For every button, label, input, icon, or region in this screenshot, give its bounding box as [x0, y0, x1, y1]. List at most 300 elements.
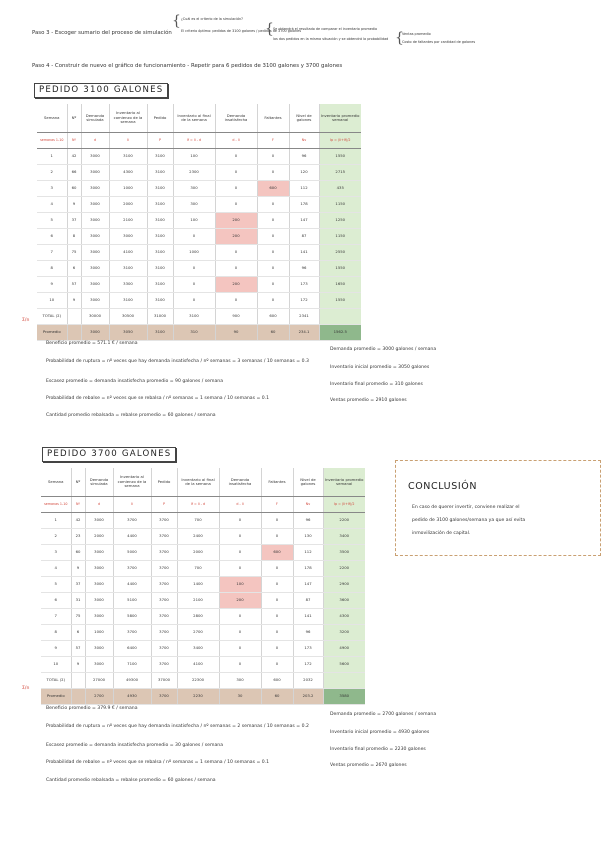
table-row-cell: 0: [219, 529, 261, 545]
brace1-item-2: El criterio óptimo: pedidos de 3100 galones / pedidos de 3700 galones: [181, 29, 302, 33]
stat-inv-inicial-3100: Inventario inicial promedio = 3050 galones: [330, 365, 430, 370]
brace3-item-2: Costo de faltantes por cantidad de galones: [402, 40, 476, 44]
table-row-cell: 37: [67, 213, 81, 229]
table-row-cell: 1400: [177, 577, 219, 593]
table-row-cell: 3000: [81, 293, 109, 309]
table-row-cell: 0: [215, 165, 257, 181]
formula-row: [37, 133, 361, 149]
average-row-cell: 2230: [177, 689, 219, 705]
table-row-cell: 200: [215, 229, 257, 245]
average-row-cell: 30: [219, 689, 261, 705]
stat-beneficio-3700: Beneficio promedio = 379.9 € / semana: [46, 706, 138, 711]
formula-row-cell: Nv: [293, 497, 323, 513]
table-row-cell: 66: [67, 165, 81, 181]
total-row-cell: [67, 309, 81, 325]
table-row-cell: 3000: [81, 261, 109, 277]
table-row-cell: 0: [215, 293, 257, 309]
column-header-cell: Faltantes: [261, 468, 293, 497]
table-row: [41, 577, 365, 593]
column-header-cell: Pedido: [151, 468, 177, 497]
table-row-cell: 4300: [109, 165, 147, 181]
table-row-cell: 3700: [151, 513, 177, 529]
table-row-cell: 7100: [113, 657, 151, 673]
column-header: [37, 104, 361, 133]
table-row-cell: 9: [67, 293, 81, 309]
table-row-cell: 178: [289, 197, 319, 213]
formula-row-cell: If = Ii - d: [177, 497, 219, 513]
table-row-cell: 37: [71, 577, 85, 593]
table-row-cell: 42: [71, 513, 85, 529]
table-row-cell: 3500: [323, 545, 365, 561]
table-row-cell: 5600: [323, 657, 365, 673]
total-row-cell: TOTAL (Σ): [41, 673, 71, 689]
total-row-cell: 30000: [81, 309, 109, 325]
table-row-cell: 1650: [319, 277, 361, 293]
table-row-cell: 9: [41, 641, 71, 657]
table-row-cell: 57: [67, 277, 81, 293]
table-row-cell: 3100: [147, 245, 173, 261]
stat-inv-final-3100: Inventario final promedio = 310 galones: [330, 382, 423, 387]
table-row: [37, 245, 361, 261]
table-row-cell: 1550: [319, 261, 361, 277]
table-row-cell: 96: [289, 261, 319, 277]
table-row-cell: 2000: [109, 197, 147, 213]
conclusion-line-1: En caso de querer invertir, conviene realizar el: [412, 505, 520, 510]
table-row-cell: 3: [41, 545, 71, 561]
table-row-cell: 4900: [323, 641, 365, 657]
table-row-cell: 3000: [85, 561, 113, 577]
table-row-cell: 3000: [85, 513, 113, 529]
formula-row-cell: semanas 1-10: [37, 133, 67, 149]
margin-mark-2: Σ/n: [22, 686, 30, 691]
table-row-cell: 96: [293, 625, 323, 641]
average-row-cell: 310: [173, 325, 215, 341]
column-header-cell: Nivel de galones: [289, 104, 319, 133]
column-header: [41, 468, 365, 497]
formula-row-cell: Ii: [109, 133, 147, 149]
conclusion-box: [395, 460, 601, 556]
total-row-cell: 2032: [293, 673, 323, 689]
column-header-cell: Inventario al comienzo de la semana: [113, 468, 151, 497]
average-row-cell: [67, 325, 81, 341]
average-row-cell: 3050: [109, 325, 147, 341]
average-row-cell: 90: [215, 325, 257, 341]
table-row-cell: 96: [293, 513, 323, 529]
column-header-cell: Nivel de galones: [293, 468, 323, 497]
average-row-cell: 3000: [81, 325, 109, 341]
average-row: [37, 325, 361, 341]
table-row-cell: 141: [289, 245, 319, 261]
average-row-cell: 203.2: [293, 689, 323, 705]
stat-demanda-3700: Demanda promedio = 2700 galones / semana: [330, 712, 437, 717]
table-row-cell: 3100: [109, 293, 147, 309]
stat-rebalse-3700: Probabilidad de rebalse = nº veces que se rebalsa / nº semanas = 1 semana / 10 semanas = 0.1: [46, 760, 270, 765]
average-row-cell: 3700: [151, 689, 177, 705]
table-row-cell: 2200: [323, 513, 365, 529]
table-row-cell: 3000: [85, 593, 113, 609]
table-row-cell: 0: [215, 181, 257, 197]
table-row-cell: 0: [173, 277, 215, 293]
formula-row-cell: P: [147, 133, 173, 149]
table-row-cell: 3100: [147, 213, 173, 229]
table-row-cell: 0: [219, 609, 261, 625]
brace3-item-1: Ventas promedio: [402, 32, 431, 36]
table-row: [41, 513, 365, 529]
table-row-cell: 0: [215, 149, 257, 165]
table-row-cell: 112: [293, 545, 323, 561]
total-row-cell: [323, 673, 365, 689]
column-header-cell: Pedido: [147, 104, 173, 133]
table-row-cell: 4300: [323, 609, 365, 625]
table-row-cell: 3700: [113, 513, 151, 529]
conclusion-line-3: inmovilización de capital.: [412, 531, 471, 536]
table-row-cell: 0: [261, 641, 293, 657]
table-row-cell: 6: [41, 593, 71, 609]
table-row-cell: 1000: [173, 245, 215, 261]
table-row-cell: 42: [67, 149, 81, 165]
table-row-cell: 1: [37, 149, 67, 165]
table-row: [41, 609, 365, 625]
table-row-cell: 5800: [113, 609, 151, 625]
total-row-cell: 31000: [147, 309, 173, 325]
table-row-cell: 3000: [81, 181, 109, 197]
stat-cantidad-rebalsada-3700: Cantidad promedio rebalsada = rebalse promedio = 60 galones / semana: [46, 778, 216, 783]
average-row: [41, 689, 365, 705]
total-row-cell: TOTAL (Σ): [37, 309, 67, 325]
table-row-cell: 300: [173, 197, 215, 213]
table-row-cell: 1000: [85, 625, 113, 641]
table-row-cell: 3000: [81, 165, 109, 181]
table-row-cell: 7: [37, 245, 67, 261]
stat-ruptura-3700: Probabilidad de ruptura = nº veces que hay demanda insatisfecha / nº semanas = 2 semanas / 10 semanas = 0.2: [46, 724, 309, 729]
table-row-cell: 172: [289, 293, 319, 309]
table-row-cell: 9: [67, 197, 81, 213]
table-row-cell: 3700: [151, 577, 177, 593]
average-row-cell: 4930: [113, 689, 151, 705]
table-row-cell: 0: [173, 261, 215, 277]
table-row-cell: 6: [71, 625, 85, 641]
simulation-table-3700: [41, 468, 365, 705]
table-row-cell: 0: [261, 513, 293, 529]
table-row-cell: 3700: [151, 545, 177, 561]
formula-row-cell: d: [81, 133, 109, 149]
table-row-cell: 4: [37, 197, 67, 213]
table-row-cell: 0: [261, 529, 293, 545]
table-row: [37, 181, 361, 197]
table-row-cell: 8: [67, 229, 81, 245]
table-row: [37, 149, 361, 165]
table-row-cell: 3100: [147, 181, 173, 197]
table-row-cell: 3000: [81, 229, 109, 245]
table-row-cell: 0: [257, 277, 289, 293]
table-row-cell: 0: [257, 165, 289, 181]
table-row-cell: 3700: [151, 609, 177, 625]
table-row: [41, 641, 365, 657]
table-row-cell: 3700: [151, 625, 177, 641]
total-row-cell: [71, 673, 85, 689]
table-row-cell: 5000: [113, 545, 151, 561]
table-row-cell: 9: [71, 657, 85, 673]
stat-ventas-3100: Ventas promedio = 2910 galones: [330, 398, 407, 403]
column-header-cell: Inventario al comienzo de la semana: [109, 104, 147, 133]
table-row-cell: 3000: [81, 277, 109, 293]
table-row-cell: 1250: [319, 213, 361, 229]
total-row-cell: 3100: [173, 309, 215, 325]
table-row: [41, 593, 365, 609]
table-row-cell: 87: [293, 593, 323, 609]
total-row-cell: 600: [257, 309, 289, 325]
total-row-cell: [319, 309, 361, 325]
table-row-cell: 0: [219, 513, 261, 529]
table-row-cell: 5: [41, 577, 71, 593]
average-row-cell: Promedio: [41, 689, 71, 705]
stat-escasez-3700: Escasez promedio = demanda insatisfecha promedio = 30 galones / semana: [46, 743, 224, 748]
table-row-cell: 10: [37, 293, 67, 309]
table-row-cell: 700: [177, 513, 219, 529]
formula-row-cell: P: [151, 497, 177, 513]
column-header-cell: Demanda insatisfecha: [215, 104, 257, 133]
table-row-cell: 173: [293, 641, 323, 657]
table-row-cell: 0: [261, 625, 293, 641]
formula-row-cell: Nv: [289, 133, 319, 149]
formula-row-cell: Nº: [71, 497, 85, 513]
table-row: [41, 561, 365, 577]
table-row-cell: 75: [67, 245, 81, 261]
brace2-item-1: Se obtendrá el resultado de comparar el inventario promedio: [273, 27, 378, 31]
table-row-cell: 0: [173, 229, 215, 245]
table-row-cell: 147: [293, 577, 323, 593]
table-row-cell: 9: [71, 561, 85, 577]
column-header-cell: Semana: [37, 104, 67, 133]
formula-row-cell: If = Ii - d: [173, 133, 215, 149]
table-row-cell: 0: [219, 561, 261, 577]
average-row-cell: 60: [257, 325, 289, 341]
table-row-cell: 5100: [113, 593, 151, 609]
stat-ruptura-3100: Probabilidad de ruptura = nº veces que hay demanda insatisfecha / nº semanas = 3 semanas / 10 semanas = 0.3: [46, 359, 309, 364]
table-row-cell: 100: [173, 213, 215, 229]
table-row: [41, 545, 365, 561]
total-row: [37, 309, 361, 325]
table-row-cell: 3100: [147, 261, 173, 277]
table-row-cell: 3100: [147, 229, 173, 245]
table-row-cell: 3100: [147, 293, 173, 309]
table-row-cell: 75: [71, 609, 85, 625]
formula-row-cell: F: [257, 133, 289, 149]
total-row-cell: 300: [219, 673, 261, 689]
table-row-cell: 3400: [323, 529, 365, 545]
table-row: [37, 277, 361, 293]
simulation-table-3100: [37, 104, 361, 341]
stat-cantidad-rebalsada-3100: Cantidad promedio rebalsada = rebalse promedio = 60 galones / semana: [46, 413, 216, 418]
table-row-cell: 1550: [319, 149, 361, 165]
formula-row-cell: F: [261, 497, 293, 513]
margin-mark-1: Σ/n: [22, 318, 30, 323]
total-row-cell: 37000: [151, 673, 177, 689]
table-row: [41, 657, 365, 673]
table-row-cell: 3300: [109, 277, 147, 293]
average-row-cell: Promedio: [37, 325, 67, 341]
table-row-cell: 2715: [319, 165, 361, 181]
table-row-cell: 3: [37, 181, 67, 197]
table-row-cell: 3100: [147, 165, 173, 181]
conclusion-line-2: pedido de 3100 galones/semana ya que así evita: [412, 518, 526, 523]
table-row-cell: 1: [41, 513, 71, 529]
table-row: [37, 213, 361, 229]
table-row-cell: 96: [289, 149, 319, 165]
table-row-cell: 173: [289, 277, 319, 293]
table-row-cell: 200: [219, 593, 261, 609]
table-row-cell: 0: [219, 545, 261, 561]
conclusion-title: CONCLUSIÓN: [408, 481, 478, 492]
formula-row-cell: Ip = (Ii+If)/2: [323, 497, 365, 513]
table-row-cell: 1550: [319, 293, 361, 309]
table-row-cell: 3200: [323, 625, 365, 641]
table-row-cell: 700: [177, 561, 219, 577]
stat-rebalse-3100: Probabilidad de rebalse = nº veces que se rebalsa / nº semanas = 1 semana / 10 semanas = 0.1: [46, 396, 270, 401]
table-row-cell: 31: [71, 593, 85, 609]
table-row-cell: 2700: [177, 625, 219, 641]
table-row-cell: 0: [261, 577, 293, 593]
average-row-cell: 1562.5: [319, 325, 361, 341]
table-row-cell: 0: [257, 229, 289, 245]
table-row-cell: 60: [71, 545, 85, 561]
table-row-cell: 0: [219, 657, 261, 673]
table-row-cell: 0: [215, 197, 257, 213]
table-row-cell: 2800: [177, 609, 219, 625]
column-header-cell: Demanda insatisfecha: [219, 468, 261, 497]
table-row-cell: 120: [289, 165, 319, 181]
table-row-cell: 6400: [113, 641, 151, 657]
brace1-item-1: ¿Cuál es el criterio de la simulación?: [181, 17, 243, 21]
stat-ventas-3700: Ventas promedio = 2670 galones: [330, 763, 407, 768]
average-row-cell: 2700: [85, 689, 113, 705]
table-row: [41, 625, 365, 641]
total-row-cell: 27000: [85, 673, 113, 689]
table-row-cell: 3700: [151, 561, 177, 577]
table-row-cell: 3000: [81, 245, 109, 261]
table-row-cell: 3000: [85, 609, 113, 625]
total-row-cell: 900: [215, 309, 257, 325]
table-row-cell: 3000: [109, 229, 147, 245]
formula-row-cell: d: [85, 497, 113, 513]
stat-inv-inicial-3700: Inventario inicial promedio = 4930 galones: [330, 730, 430, 735]
total-row-cell: 49300: [113, 673, 151, 689]
table-row-cell: 3000: [81, 149, 109, 165]
table-row-cell: 3000: [85, 657, 113, 673]
table-row-cell: 0: [257, 197, 289, 213]
table-row-cell: 2200: [323, 561, 365, 577]
table-row-cell: 3700: [113, 561, 151, 577]
table-row-cell: 0: [219, 625, 261, 641]
table-row-cell: 1150: [319, 229, 361, 245]
table-row-cell: 2100: [109, 213, 147, 229]
table-row-cell: 200: [215, 277, 257, 293]
table-row: [37, 229, 361, 245]
table-row-cell: 3700: [151, 641, 177, 657]
column-header-cell: Demanda simulada: [85, 468, 113, 497]
table-row-cell: 3700: [113, 625, 151, 641]
table-row-cell: 435: [319, 181, 361, 197]
column-header-cell: Nº: [71, 468, 85, 497]
table-row-cell: 0: [215, 245, 257, 261]
total-row-cell: 600: [261, 673, 293, 689]
column-header-cell: Inventario al final de la semana: [173, 104, 215, 133]
table-row-cell: 3000: [85, 641, 113, 657]
table-row-cell: 3100: [109, 149, 147, 165]
table-row-cell: 0: [261, 593, 293, 609]
brace-2: {: [265, 21, 274, 37]
table-row-cell: 2000: [85, 529, 113, 545]
total-row-cell: 30500: [109, 309, 147, 325]
table-row-cell: 3000: [85, 577, 113, 593]
average-row-cell: 234.1: [289, 325, 319, 341]
total-row-cell: 22300: [177, 673, 219, 689]
table-row-cell: 178: [293, 561, 323, 577]
table-row-cell: 3100: [147, 277, 173, 293]
stat-escasez-3100: Escasez promedio = demanda insatisfecha promedio = 90 galones / semana: [46, 379, 224, 384]
table-row-cell: 7: [41, 609, 71, 625]
table-row-cell: 3400: [177, 641, 219, 657]
section-title-3100: PEDIDO 3100 GALONES: [34, 83, 168, 98]
table-row: [37, 293, 361, 309]
table-row-cell: 3000: [81, 197, 109, 213]
table-row-cell: 3700: [151, 529, 177, 545]
table-row-cell: 3100: [109, 261, 147, 277]
table-row-cell: 4100: [177, 657, 219, 673]
table-row-cell: 0: [257, 261, 289, 277]
paso4-label: Paso 4 - Construir de nuevo el gráfico de funcionamiento - Repetir para 6 pedidos de 3100 galones y 3700 galones: [32, 63, 343, 69]
table-row-cell: 3700: [151, 657, 177, 673]
table-row-cell: 6: [37, 229, 67, 245]
paso3-label: Paso 3 - Escoger sumario del proceso de simulación: [32, 30, 172, 36]
table-row-cell: 2400: [177, 529, 219, 545]
table-row-cell: 8: [41, 625, 71, 641]
table-row: [37, 261, 361, 277]
table-row-cell: 0: [219, 641, 261, 657]
formula-row: [41, 497, 365, 513]
table-row-cell: 1000: [109, 181, 147, 197]
table-row-cell: 6: [67, 261, 81, 277]
average-row-cell: 60: [261, 689, 293, 705]
table-row-cell: 0: [261, 561, 293, 577]
table-row-cell: 300: [173, 181, 215, 197]
brace-3: {: [395, 30, 404, 46]
table-row-cell: 2300: [173, 165, 215, 181]
column-header-cell: Inventario promedio semanal: [319, 104, 361, 133]
table-row: [37, 165, 361, 181]
table-row-cell: 2000: [177, 545, 219, 561]
column-header-cell: Inventario promedio semanal: [323, 468, 365, 497]
table-row: [41, 529, 365, 545]
table-row-cell: 8: [37, 261, 67, 277]
table-row-cell: 3100: [147, 197, 173, 213]
table-row-cell: 0: [257, 149, 289, 165]
column-header-cell: Demanda simulada: [81, 104, 109, 133]
table-row-cell: 0: [257, 213, 289, 229]
total-row-cell: 2341: [289, 309, 319, 325]
table-row-cell: 4400: [113, 529, 151, 545]
table-row-cell: 141: [293, 609, 323, 625]
formula-row-cell: Ip = (Ii+If)/2: [319, 133, 361, 149]
table-row-cell: 3000: [85, 545, 113, 561]
table-row-cell: 4: [41, 561, 71, 577]
formula-row-cell: d - Ii: [219, 497, 261, 513]
table-row-cell: 112: [289, 181, 319, 197]
table-row-cell: 3000: [81, 213, 109, 229]
table-row-cell: 0: [257, 245, 289, 261]
average-row-cell: [71, 689, 85, 705]
table-row-cell: 100: [219, 577, 261, 593]
